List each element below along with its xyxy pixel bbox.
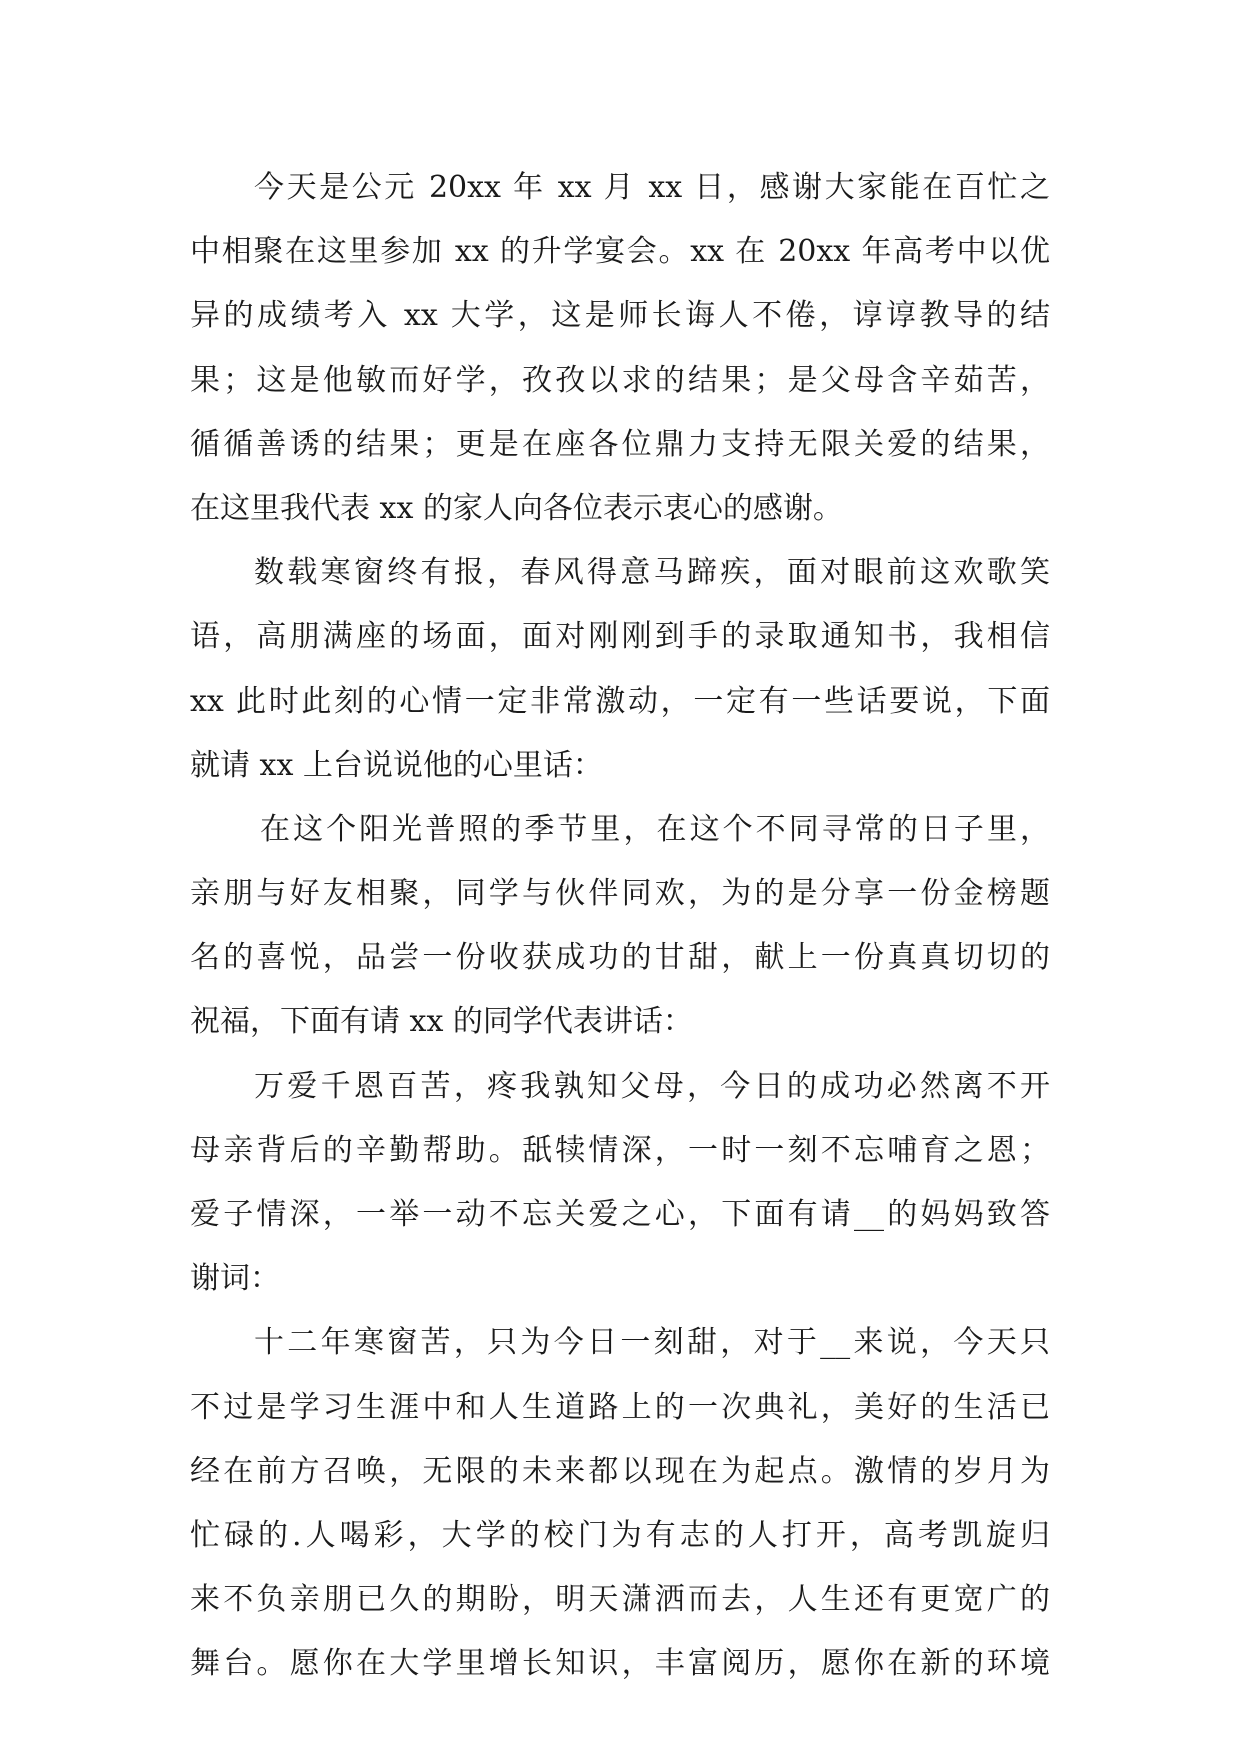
text-line: 中相聚在这里参加 xx 的升学宴会。xx 在 20xx 年高考中以优 [190,234,1050,270]
text-line: xx 此时此刻的心情一定非常激动，一定有一些话要说，下面 [190,683,1050,719]
text-line: 今天是公元 20xx 年 xx 月 xx 日，感谢大家能在百忙之 [254,170,1050,205]
text-line: 就请 xx 上台说说他的心里话： [190,747,603,783]
text-line: 来不负亲朋已久的期盼，明天潇洒而去，人生还有更宽广的 [190,1582,1050,1618]
text-line: 祝福，下面有请 xx 的同学代表讲话： [190,1004,693,1040]
text-line: 十二年寒窗苦，只为今日一刻甜，对于__来说，今天只 [254,1325,1050,1361]
text-line: 万爱千恩百苦，疼我孰知父母，今日的成功必然离不开 [254,1068,1050,1104]
text-line: 舞台。愿你在大学里增长知识，丰富阅历，愿你在新的环境 [190,1646,1050,1682]
text-line: 语，高朋满座的场面，面对刚刚到手的录取通知书，我相信 [190,619,1050,655]
text-line: 数载寒窗终有报，春风得意马蹄疾，面对眼前这欢歌笑 [254,555,1050,591]
text-line: 忙碌的.人喝彩，大学的校门为有志的人打开，高考凯旋归 [190,1517,1050,1553]
text-line: 亲朋与好友相聚，同学与伙伴同欢，为的是分享一份金榜题 [190,876,1050,912]
text-line: 在这里我代表 xx 的家人向各位表示衷心的感谢。 [190,490,843,526]
text-line: 循循善诱的结果；更是在座各位鼎力支持无限关爱的结果， [190,426,1050,462]
text-line: 爱子情深，一举一动不忘关爱之心，下面有请__的妈妈致答 [190,1197,1050,1232]
text-line: 经在前方召唤，无限的未来都以现在为起点。激情的岁月为 [190,1453,1050,1489]
text-line: 不过是学习生涯中和人生道路上的一次典礼，美好的生活已 [190,1389,1050,1425]
text-line: 名的喜悦，品尝一份收获成功的甘甜，献上一份真真切切的 [190,940,1050,976]
text-line: 果；这是他敏而好学，孜孜以求的结果；是父母含辛茹苦， [190,362,1050,398]
text-line: 母亲背后的辛勤帮助。舐犊情深，一时一刻不忘哺育之恩； [190,1132,1050,1168]
text-line: 异的成绩考入 xx 大学，这是师长诲人不倦，谆谆教导的结 [190,298,1050,334]
text-line: 在这个阳光普照的季节里，在这个不同寻常的日子里， [260,811,1050,847]
text-line: 谢词： [190,1261,280,1297]
document-body [190,156,1050,1697]
